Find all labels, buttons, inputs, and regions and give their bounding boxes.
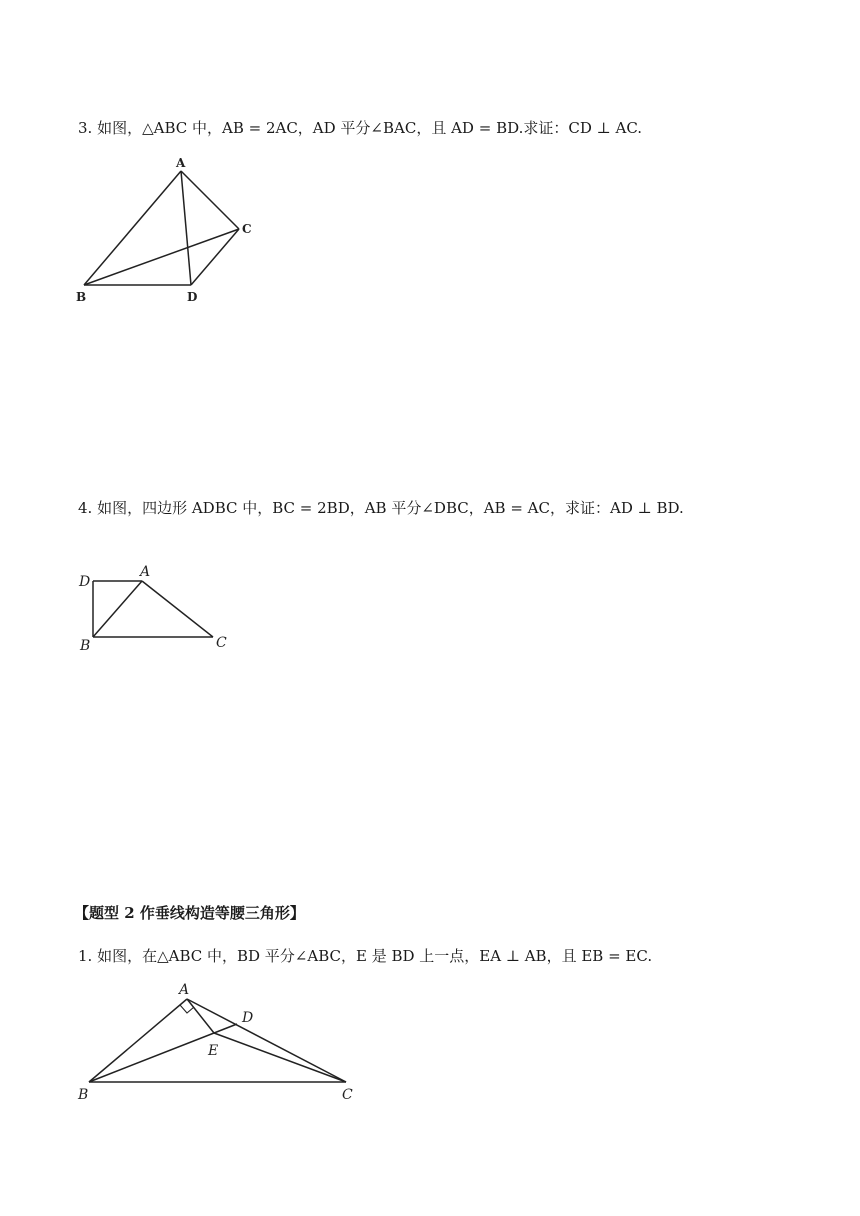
- segment-ac: [187, 999, 346, 1082]
- problem-3-figure: [70, 150, 270, 310]
- section-heading: 【题型 2 作垂线构造等腰三角形】: [74, 904, 305, 922]
- segment-ac: [181, 171, 239, 229]
- label-a: A: [179, 982, 190, 998]
- label-c: C: [242, 222, 252, 236]
- label-a: A: [140, 564, 151, 580]
- segment-ab: [93, 581, 142, 637]
- segment-ec: [214, 1033, 346, 1082]
- label-a: A: [176, 156, 186, 170]
- label-d: D: [187, 290, 198, 304]
- segment-ae: [187, 999, 214, 1033]
- problem-4-figure: [70, 560, 240, 660]
- problem-3-statement: 3. 如图，△ABC 中，AB = 2AC，AD 平分∠BAC，且 AD = BD.求证：CD ⊥ AC.: [78, 119, 643, 137]
- label-b: B: [76, 290, 87, 304]
- label-e: E: [208, 1043, 219, 1059]
- problem-4-statement: 4. 如图，四边形 ADBC 中，BC = 2BD，AB 平分∠DBC，AB = AC，求证：AD ⊥ BD.: [78, 499, 684, 517]
- segment-ad: [181, 171, 191, 285]
- segment-ab: [89, 999, 187, 1082]
- label-b: B: [78, 1087, 89, 1103]
- label-d: D: [79, 574, 91, 590]
- problem-1-figure: [70, 975, 370, 1110]
- label-b: B: [80, 638, 91, 654]
- problem-1-statement: 1. 如图，在△ABC 中，BD 平分∠ABC，E 是 BD 上一点，EA ⊥ AB，且 EB = EC.: [78, 947, 653, 965]
- label-c: C: [342, 1087, 353, 1103]
- label-d: D: [242, 1010, 254, 1026]
- label-c: C: [216, 635, 227, 651]
- segment-ac: [142, 581, 213, 637]
